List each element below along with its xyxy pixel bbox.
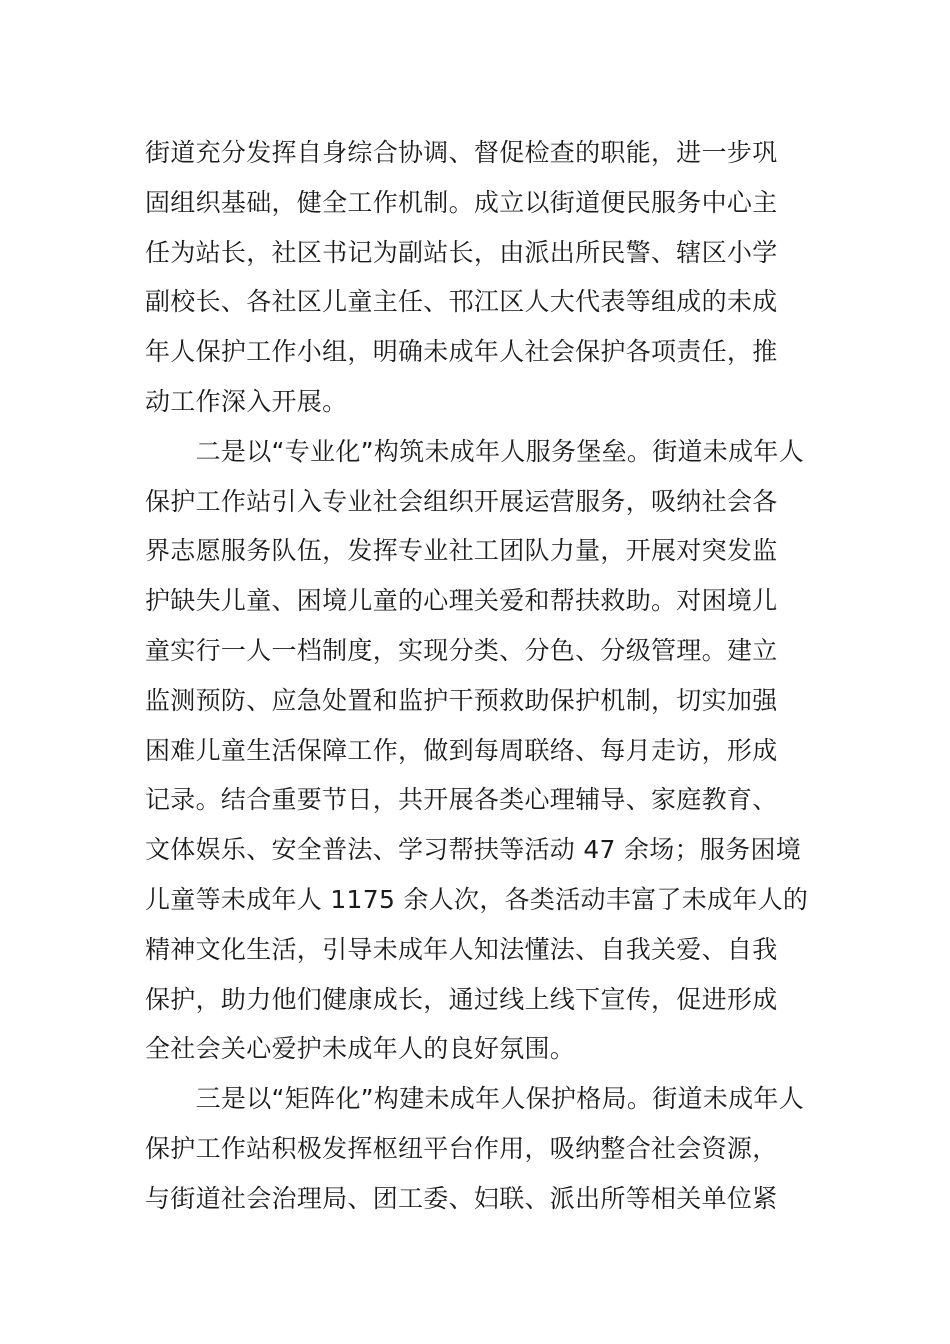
- text-line: 精神文化生活，引导未成年人知法懂法、自我关爱、自我: [145, 934, 778, 964]
- text-line: 记录。结合重要节日，共开展各类心理辅导、家庭教育、: [145, 785, 778, 815]
- text-line: 界志愿服务队伍，发挥专业社工团队力量，开展对突发监: [145, 536, 778, 566]
- text-line: 动工作深入开展。: [145, 386, 348, 416]
- text-line: 护缺失儿童、困境儿童的心理关爱和帮扶救助。对困境儿: [145, 586, 778, 616]
- document-body: [145, 128, 815, 1224]
- paragraph-start-line: 二是以“专业化”构筑未成年人服务堡垒。街道未成年人: [145, 436, 805, 466]
- text-line: 保护工作站引入专业社会组织开展运营服务，吸纳社会各: [145, 486, 778, 516]
- text-line: 儿童等未成年人 1175 余人次，各类活动丰富了未成年人的: [145, 884, 809, 914]
- text-line: 年人保护工作小组，明确未成年人社会保护各项责任，推: [145, 337, 778, 367]
- text-line: 固组织基础，健全工作机制。成立以街道便民服务中心主: [145, 187, 778, 217]
- text-line: 任为站长，社区书记为副站长，由派出所民警、辖区小学: [145, 237, 778, 267]
- text-line: 保护，助力他们健康成长，通过线上线下宣传，促进形成: [145, 984, 778, 1014]
- text-line: 与街道社会治理局、团工委、妇联、派出所等相关单位紧: [145, 1183, 778, 1213]
- text-line: 全社会关心爱护未成年人的良好氛围。: [145, 1034, 576, 1064]
- text-line: 童实行一人一档制度，实现分类、分色、分级管理。建立: [145, 635, 778, 665]
- text-line: 街道充分发挥自身综合协调、督促检查的职能，进一步巩: [145, 138, 778, 167]
- paragraph-start-line: 三是以“矩阵化”构建未成年人保护格局。街道未成年人: [145, 1084, 805, 1114]
- text-line: 监测预防、应急处置和监护干预救助保护机制，切实加强: [145, 685, 778, 715]
- text-line: 文体娱乐、安全普法、学习帮扶等活动 47 余场；服务困境: [145, 835, 802, 865]
- text-line: 副校长、各社区儿童主任、邗江区人大代表等组成的未成: [145, 287, 778, 317]
- text-line: 保护工作站积极发挥枢纽平台作用，吸纳整合社会资源，: [145, 1133, 778, 1163]
- text-line: 困难儿童生活保障工作，做到每周联络、每月走访，形成: [145, 735, 778, 765]
